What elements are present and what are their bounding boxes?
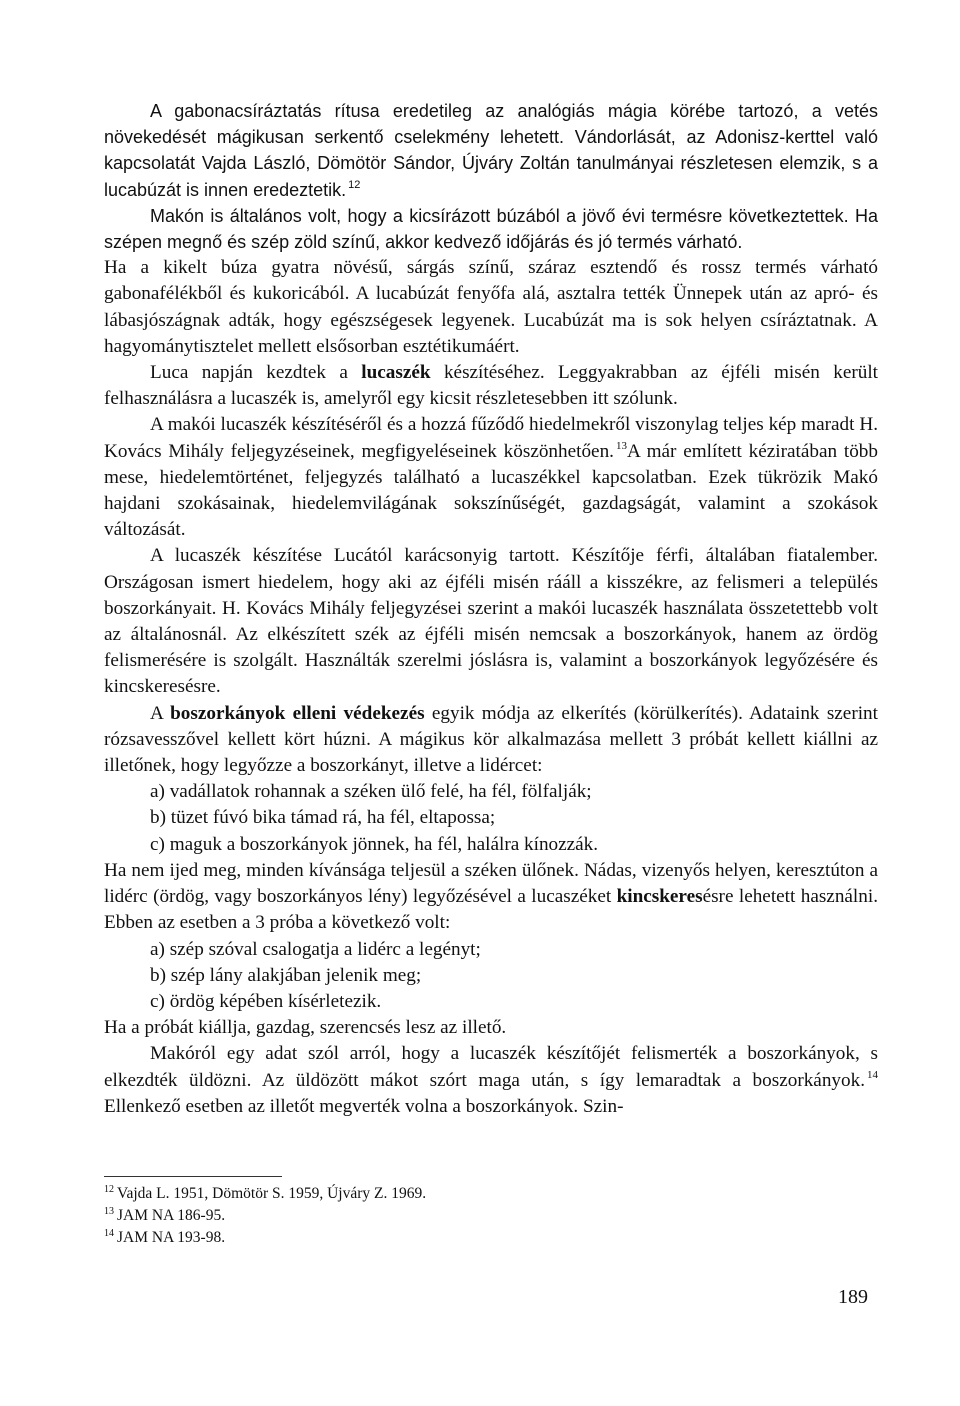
paragraph-6: A lucaszék készítése Lucától karácsonyig tartott. Készítője férfi, általában fiatalember. Országosan ismert hiedelem, hogy aki az éjféli misén rááll a kisszékre, az felismeri a település boszorkányait. H. Kovács Mihály feljegyzései szerint a makói lucaszék használata összetettebb volt az általánosnál. Az elkészített szék az éjféli misén nemcsak a boszorkányok, hanem az ördög felismerésére is szolgált. Használták szerelmi jóslásra is, valamint a boszorkányok legyőzésére és kincskeresésre. <box>104 545 878 698</box>
paragraph-2: Makón is általános volt, hogy a kicsírázott búzából a jövő évi termésre következtettek. Ha szépen megnő és szép zöld színű, akkor kedvező időjárás és jó termés várható. <box>104 205 878 253</box>
paragraph-4: Luca napján kezdtek a lucaszék készítéséhez. Leggyakrabban az éjféli misén került felhasználásra a lucaszék is, amelyről egy kicsit részletesebben itt szólunk. <box>104 362 878 410</box>
footnote-13: $^{13}$ JAM NA 186-95. <box>104 1206 226 1224</box>
page-body <box>104 98 878 1120</box>
paragraph-3: Ha a kikelt búza gyatra növésű, sárgás színű, száraz esztendő és rossz termés várható gabonafélékből és kukoricából. A lucabúzát fenyőfa alá, asztalra tették Ünnepek után az apró- és lábasjószágnak adták, hogy egészségesek legyenek. Lucabúzát ma is sok helyen csíráztatnak. A hagyománytisztelet mellett elsősorban esztétikumáért. <box>104 257 878 357</box>
bold-term-vedekezes: boszorkányok elleni védekezés <box>170 702 425 724</box>
footnotes <box>104 1183 604 1249</box>
list2-item-b: b) szép lány alakjában jelenik meg; <box>150 964 422 986</box>
page-number: 189 <box>838 1286 868 1308</box>
list1-item-a: a) vadállatok rohannak a széken ülő felé, ha fél, fölfalják; <box>150 781 592 803</box>
paragraph-10: Makóról egy adat szól arról, hogy a lucaszék készítőjét felismerték a boszorkányok, s elkezdték üldözni. Az üldözött mákot szórt maga után, s így lemaradtak a boszorkányok. $^{14}$ Ellenkező esetben az illetőt megverték volna a boszorkányok. Szin- <box>104 1043 878 1117</box>
bold-term-lucaszek: lucaszék <box>361 362 431 384</box>
list2-item-c: c) ördög képében kísérletezik. <box>150 990 382 1012</box>
list2-item-a: a) szép szóval csalogatja a lidérc a legényt; <box>150 938 481 960</box>
paragraph-9: Ha a próbát kiállja, gazdag, szerencsés lesz az illető. <box>104 1017 507 1039</box>
paragraph-8: Ha nem ijed meg, minden kívánsága teljesül a széken ülőnek. Nádas, vizenyős helyen, keresztúton a lidérc (ördög, vagy boszorkányos lény) legyőzésével a lucaszéket kincskeresésre lehetett használni. Ebben az esetben a 3 próba a következő volt: <box>104 859 878 934</box>
list1-item-c: c) maguk a boszorkányok jönnek, ha fél, halálra kínozzák. <box>150 833 599 855</box>
paragraph-7: A boszorkányok elleni védekezés egyik módja az elkerítés (körülkerítés). Adataink szerint rózsavesszővel kellett kört húzni. A mágikus kör alkalmazása mellett 3 próbát kellett kiállni az illetőnek, hogy legyőzze a boszorkányt, illetve a lidércet: <box>104 702 878 777</box>
footnote-ref-14[interactable]: 14 <box>867 1068 878 1081</box>
footnote-12: $^{12}$ Vajda L. 1951, Dömötör S. 1959, Újváry Z. 1969. <box>104 1184 427 1202</box>
footnote-ref-13[interactable]: 13 <box>615 439 627 452</box>
paragraph-1: A gabonacsíráztatás rítusa eredetileg az analógiás mágia körébe tartozó, a vetés növekedését mágikusan serkentő cselekmény lehetett. Vándorlását, az Adonisz-kerttel való kapcsolatát Vajda László, Dömötör Sándor, Újváry Zoltán tanulmányai részletesen elemzik, s a lucabúzát is innen eredeztetik. $^{12}$ <box>104 101 878 200</box>
footnote-14: $^{14}$ JAM NA 193-98. <box>104 1228 226 1246</box>
list1-item-b: b) tüzet fúvó bika támad rá, ha fél, eltapossa; <box>150 807 496 829</box>
paragraph-5: A makói lucaszék készítéséről és a hozzá fűződő hiedelmekről viszonylag teljes kép maradt H. Kovács Mihály feljegyzéseinek, megfigyeléseinek köszönhetően. $^{13}$A már említett kéziratában több mese, hiedelemtörténet, feljegyzés található a lucaszékkel kapcsolatban. Ezek tükrözik Makó hajdani szokásainak, hiedelemvilágának sokszínűségét, gazdagságát, valamint a szokások változását. <box>104 414 878 541</box>
footnote-ref-12[interactable]: 12 <box>348 178 361 191</box>
bold-term-kincskeres: kincskeres <box>616 886 703 908</box>
footnote-divider <box>104 1176 282 1177</box>
